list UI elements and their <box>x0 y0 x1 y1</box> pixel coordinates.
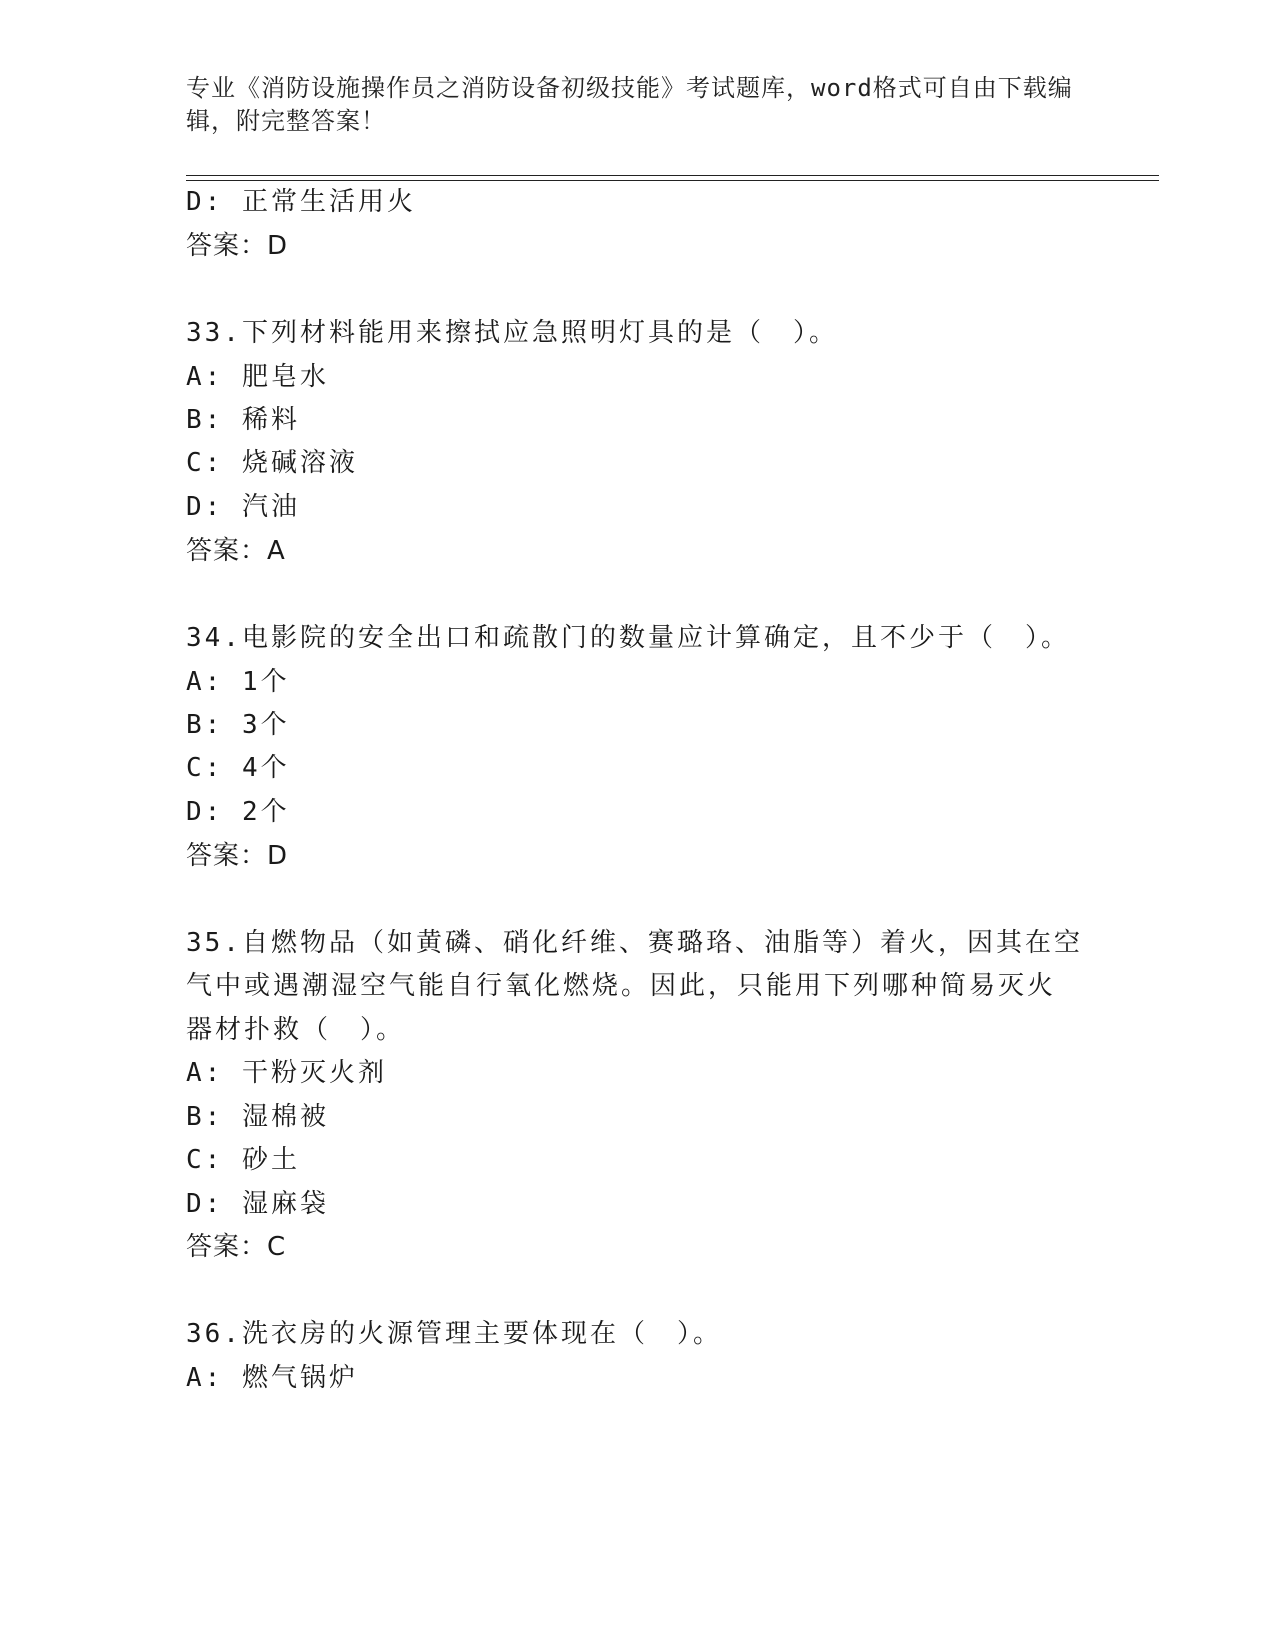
question-34-option-b: B: 3个 <box>186 710 290 740</box>
question-35-stem-line-3: 器材扑救（ ）。 <box>186 1015 406 1045</box>
header-divider-top <box>186 175 1159 176</box>
document-header <box>186 72 1086 138</box>
header-divider-bottom <box>186 180 1159 181</box>
header-line-2: 辑，附完整答案！ <box>186 107 386 135</box>
question-36-option-a: A: 燃气锅炉 <box>186 1363 358 1393</box>
header-line-1: 专业《消防设施操作员之消防设备初级技能》考试题库，word格式可自由下载编 <box>186 74 1073 102</box>
question-33-option-b: B: 稀料 <box>186 405 300 435</box>
question-34-option-c: C: 4个 <box>186 753 290 783</box>
question-33-option-d: D: 汽油 <box>186 492 300 522</box>
question-34-stem: 34.电影院的安全出口和疏散门的数量应计算确定，且不少于（ ）。 <box>186 623 1070 653</box>
question-35-stem-line-1: 35.自燃物品（如黄磷、硝化纤维、赛璐珞、油脂等）着火，因其在空 <box>186 928 1083 958</box>
question-34-option-a: A: 1个 <box>186 667 290 697</box>
question-33-stem: 33.下列材料能用来擦拭应急照明灯具的是（ ）。 <box>186 318 838 348</box>
question-35-option-a: A: 干粉灭火剂 <box>186 1058 387 1088</box>
prev-answer: 答案：D <box>186 231 289 261</box>
question-35-option-c: C: 砂土 <box>186 1145 300 1175</box>
question-36-stem: 36.洗衣房的火源管理主要体现在（ ）。 <box>186 1319 722 1349</box>
question-35-answer: 答案：C <box>186 1232 287 1262</box>
question-34-option-d: D: 2个 <box>186 797 290 827</box>
question-35-option-b: B: 湿棉被 <box>186 1102 329 1132</box>
question-33-option-a: A: 肥皂水 <box>186 362 329 392</box>
question-34-answer: 答案：D <box>186 841 289 871</box>
question-35-option-d: D: 湿麻袋 <box>186 1189 329 1219</box>
question-33-option-c: C: 烧碱溶液 <box>186 448 358 478</box>
prev-option-d: D: 正常生活用火 <box>186 187 416 217</box>
question-35-stem-line-2: 气中或遇潮湿空气能自行氧化燃烧。因此，只能用下列哪种简易灭火 <box>186 971 1057 1001</box>
question-33-answer: 答案：A <box>186 536 286 566</box>
